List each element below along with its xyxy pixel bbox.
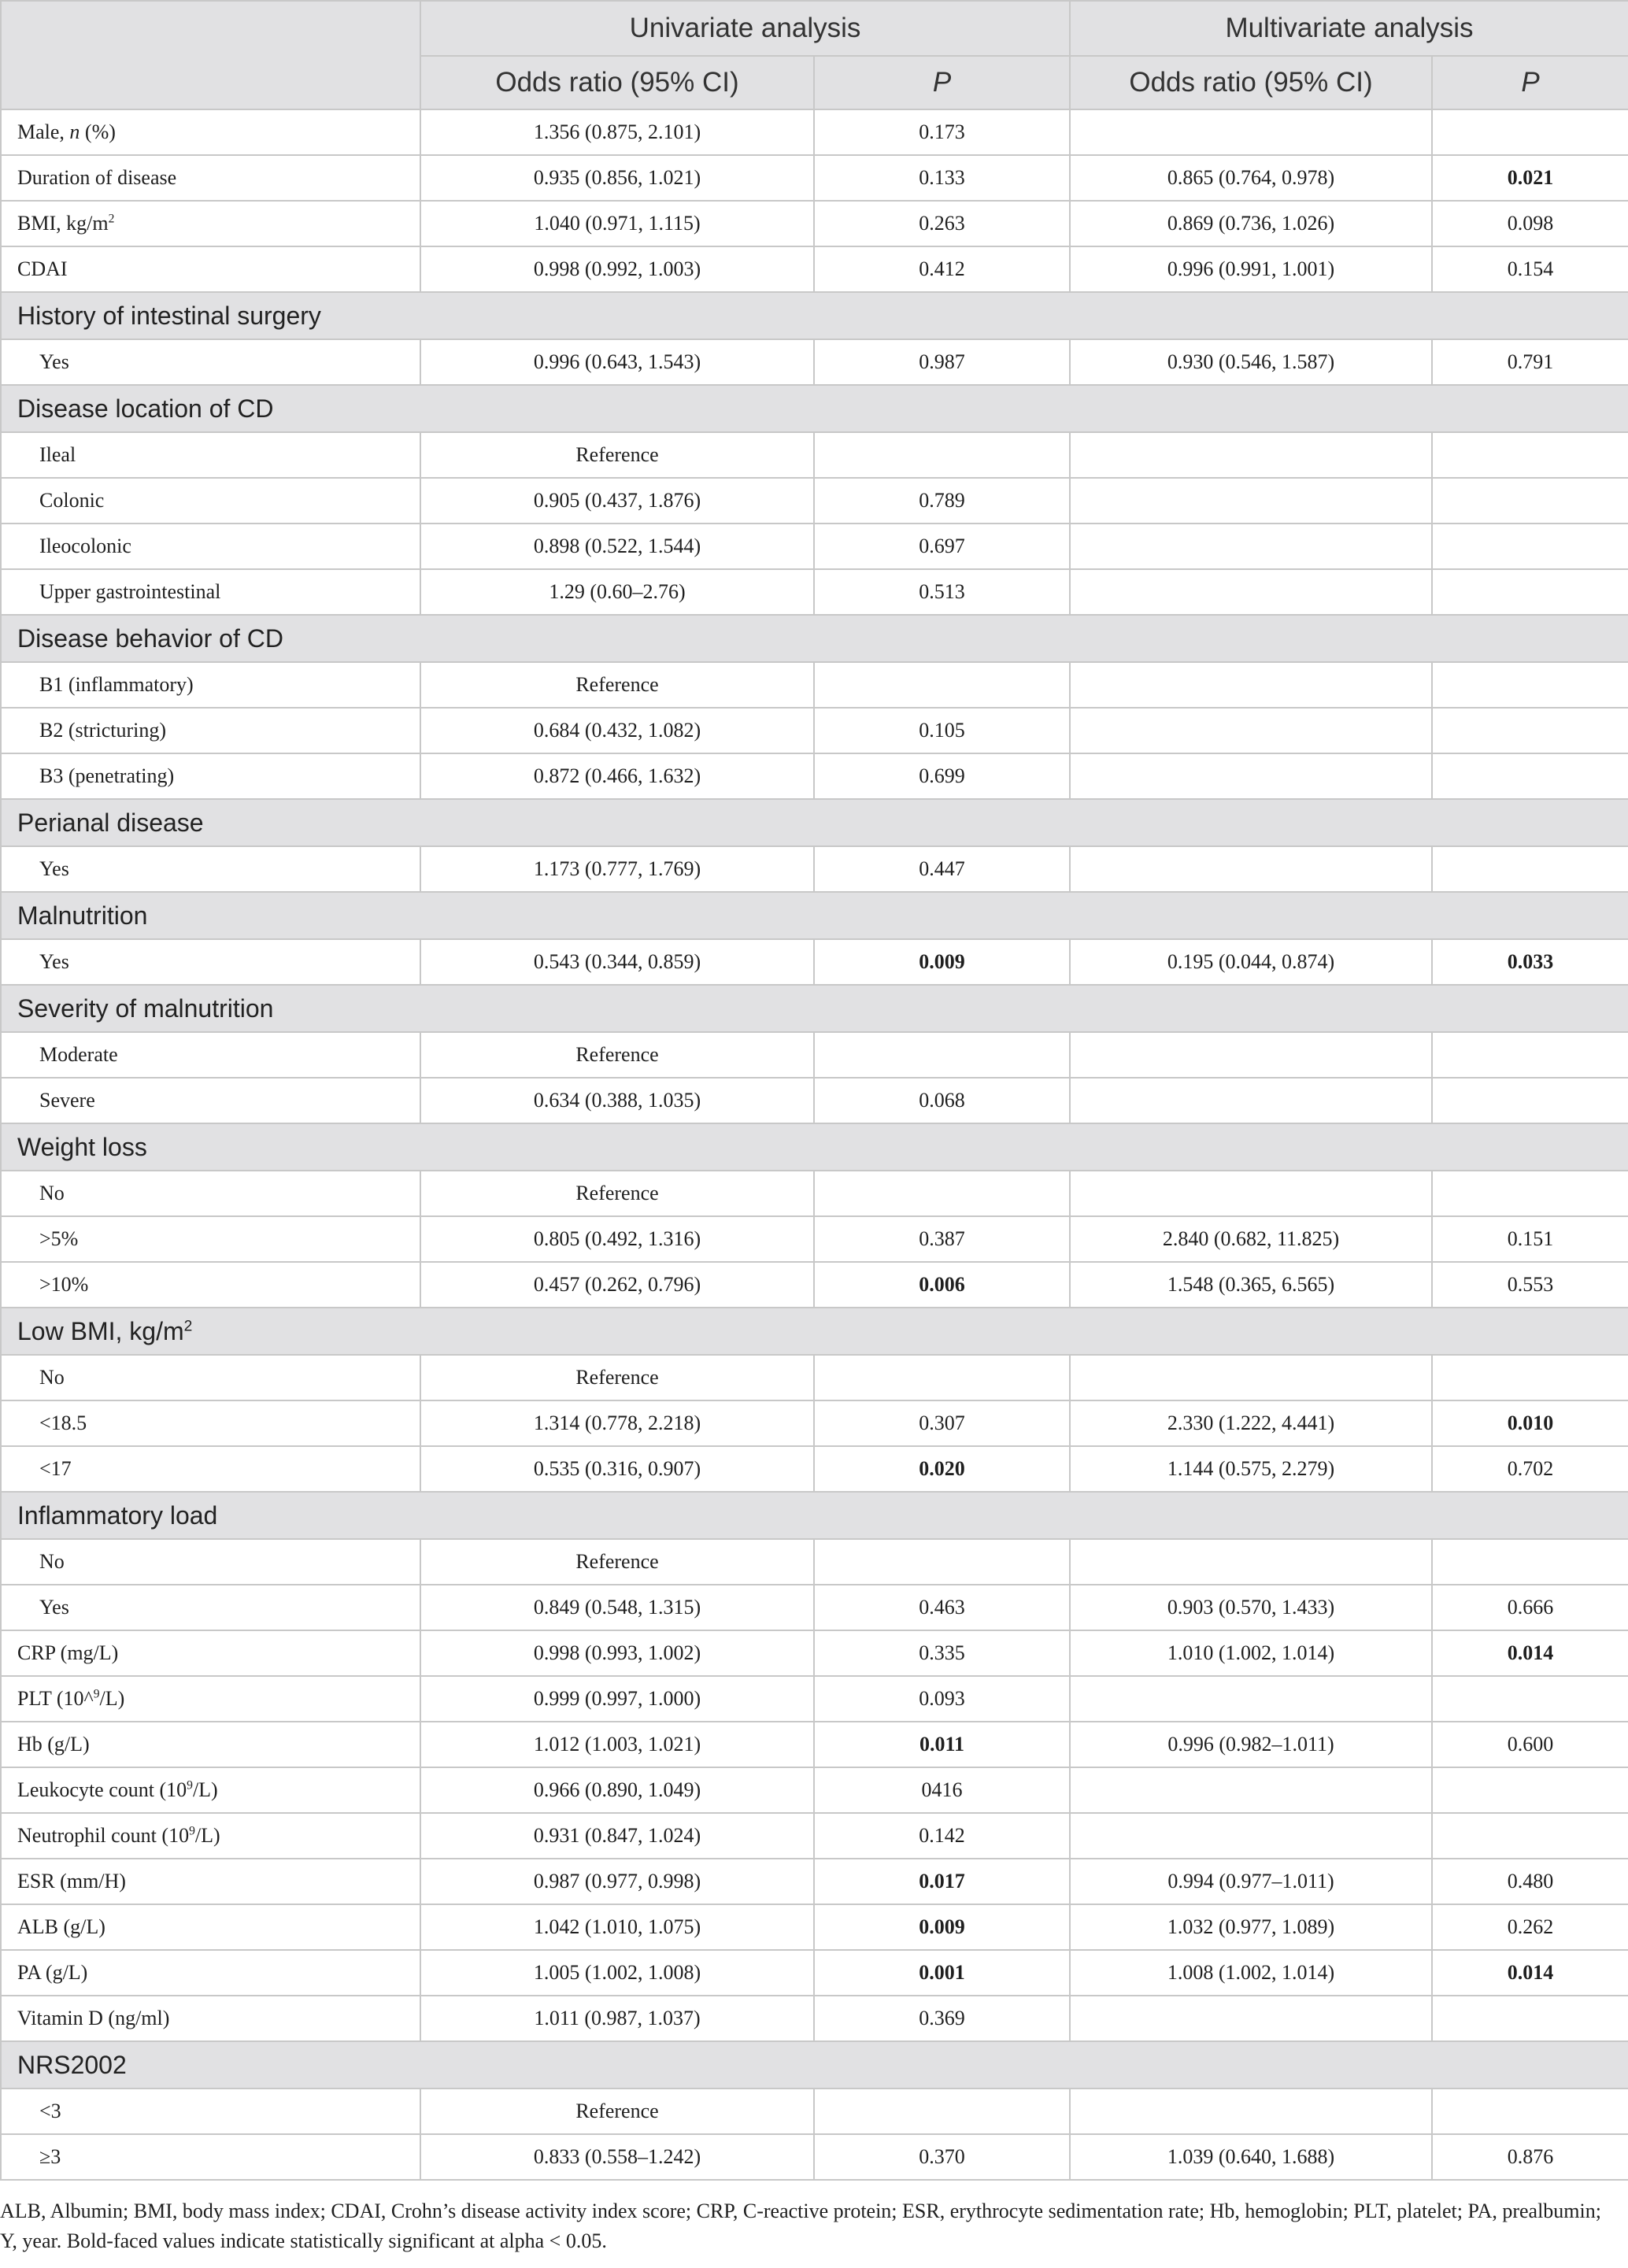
variable-label [1, 1630, 420, 1676]
variable-label [1, 1859, 420, 1904]
multivariate-p-cell [1432, 524, 1628, 569]
univariate-p-cell: 0.011 [814, 1722, 1070, 1767]
multivariate-or-cell [1070, 1078, 1432, 1123]
univariate-or-cell: 0.457 (0.262, 0.796) [420, 1262, 814, 1308]
univariate-or-cell: 1.314 (0.778, 2.218) [420, 1400, 814, 1446]
univariate-p-cell: 0.173 [814, 109, 1070, 155]
multivariate-p-cell [1432, 1813, 1628, 1859]
univariate-p-cell: 0.009 [814, 1904, 1070, 1950]
variable-label-text: Yes [39, 857, 69, 880]
variable-label-text: ≥3 [39, 2145, 61, 2168]
group-header-row [1, 385, 1628, 432]
group-label-text: Low BMI, kg/m [17, 1316, 184, 1345]
univariate-p-cell: 0.001 [814, 1950, 1070, 1996]
variable-label-text: Vitamin D (ng/ml) [17, 2007, 170, 2029]
variable-label [1, 1904, 420, 1950]
univariate-p-cell: 0416 [814, 1767, 1070, 1813]
univariate-or-cell: 0.935 (0.856, 1.021) [420, 155, 814, 201]
multivariate-or-cell [1070, 1171, 1432, 1216]
header-uni-p: P [814, 56, 1070, 109]
table-row [1, 939, 1628, 985]
multivariate-or-cell: 0.996 (0.991, 1.001) [1070, 246, 1432, 292]
variable-label-text: Upper gastrointestinal [39, 580, 221, 603]
variable-label [1, 662, 420, 708]
table-row [1, 109, 1628, 155]
variable-label [1, 1585, 420, 1630]
multivariate-p-cell: 0.666 [1432, 1585, 1628, 1630]
table-row [1, 569, 1628, 615]
multivariate-p-cell: 0.010 [1432, 1400, 1628, 1446]
variable-label-text: Leukocyte count (10 [17, 1778, 187, 1801]
superscript: 9 [189, 1824, 195, 1838]
table-row [1, 246, 1628, 292]
table-row [1, 1630, 1628, 1676]
table-row [1, 1950, 1628, 1996]
variable-label-text: Hb (g/L) [17, 1733, 90, 1756]
variable-label-text: Colonic [39, 489, 105, 512]
univariate-or-cell: 0.996 (0.643, 1.543) [420, 339, 814, 385]
table-row [1, 662, 1628, 708]
table-row [1, 155, 1628, 201]
group-label-text: Inflammatory load [17, 1500, 218, 1530]
multivariate-p-cell [1432, 109, 1628, 155]
multivariate-or-cell [1070, 1539, 1432, 1585]
multivariate-or-cell [1070, 1355, 1432, 1400]
superscript: 9 [187, 1778, 193, 1793]
univariate-p-cell: 0.513 [814, 569, 1070, 615]
univariate-or-cell: 0.684 (0.432, 1.082) [420, 708, 814, 753]
multivariate-or-cell: 0.865 (0.764, 0.978) [1070, 155, 1432, 201]
table-row [1, 339, 1628, 385]
univariate-or-cell: 1.042 (1.010, 1.075) [420, 1904, 814, 1950]
univariate-or-cell: 0.931 (0.847, 1.024) [420, 1813, 814, 1859]
variable-label [1, 524, 420, 569]
table-row [1, 1032, 1628, 1078]
univariate-p-cell: 0.093 [814, 1676, 1070, 1722]
multivariate-or-cell: 2.840 (0.682, 11.825) [1070, 1216, 1432, 1262]
univariate-p-cell: 0.370 [814, 2134, 1070, 2180]
univariate-p-cell: 0.463 [814, 1585, 1070, 1630]
variable-label-tail: /L) [192, 1778, 218, 1801]
group-label [1, 2041, 1628, 2089]
group-header-row [1, 892, 1628, 939]
multivariate-or-cell [1070, 109, 1432, 155]
table-row [1, 1446, 1628, 1492]
table-row [1, 524, 1628, 569]
group-label [1, 615, 1628, 662]
multivariate-p-cell [1432, 1171, 1628, 1216]
multivariate-p-cell: 0.876 [1432, 2134, 1628, 2180]
table-footnote: ALB, Albumin; BMI, body mass index; CDAI, Crohn’s disease activity index score; CRP, C-reactive protein; ESR, erythrocyte sedimentation rate; Hb, hemoglobin; PLT, platelet; PA, prealbumin; Y, year. Bold-faced values indicate statistically significant at alpha < 0.05. [0, 2200, 1601, 2252]
group-label-text: NRS2002 [17, 2050, 127, 2079]
header-multi-or: Odds ratio (95% CI) [1070, 56, 1432, 109]
multivariate-or-cell: 1.144 (0.575, 2.279) [1070, 1446, 1432, 1492]
table-row [1, 432, 1628, 478]
table-row [1, 846, 1628, 892]
univariate-p-cell: 0.020 [814, 1446, 1070, 1492]
multivariate-p-cell [1432, 1996, 1628, 2041]
group-label [1, 985, 1628, 1032]
table-row [1, 1996, 1628, 2041]
variable-label-text: Male, [17, 120, 70, 143]
variable-label [1, 2089, 420, 2134]
table-row [1, 753, 1628, 799]
multivariate-p-cell: 0.021 [1432, 155, 1628, 201]
variable-label-text: Yes [39, 1596, 69, 1619]
table-row [1, 1216, 1628, 1262]
variable-label [1, 246, 420, 292]
multivariate-p-cell: 0.098 [1432, 201, 1628, 246]
group-label-text: Disease behavior of CD [17, 623, 283, 653]
multivariate-p-cell [1432, 753, 1628, 799]
table-row [1, 1400, 1628, 1446]
multivariate-p-cell: 0.553 [1432, 1262, 1628, 1308]
variable-label-text: <3 [39, 2100, 61, 2122]
variable-label-text: PA (g/L) [17, 1961, 88, 1984]
univariate-p-cell: 0.697 [814, 524, 1070, 569]
univariate-p-cell: 0.447 [814, 846, 1070, 892]
variable-label-text: B2 (stricturing) [39, 719, 167, 742]
univariate-p-cell [814, 2089, 1070, 2134]
variable-label [1, 1996, 420, 2041]
table-row [1, 1859, 1628, 1904]
variable-label [1, 1078, 420, 1123]
univariate-or-cell: 1.173 (0.777, 1.769) [420, 846, 814, 892]
variable-label-text: CDAI [17, 257, 68, 280]
variable-label [1, 432, 420, 478]
group-label-text: Disease location of CD [17, 394, 274, 423]
univariate-p-cell: 0.133 [814, 155, 1070, 201]
multivariate-or-cell [1070, 1996, 1432, 2041]
variable-label [1, 1676, 420, 1722]
header-multi-p: P [1432, 56, 1628, 109]
multivariate-or-cell: 1.032 (0.977, 1.089) [1070, 1904, 1432, 1950]
multivariate-p-cell: 0.014 [1432, 1950, 1628, 1996]
univariate-or-cell: 1.011 (0.987, 1.037) [420, 1996, 814, 2041]
variable-label-text: B3 (penetrating) [39, 764, 175, 787]
multivariate-p-cell: 0.154 [1432, 246, 1628, 292]
multivariate-or-cell [1070, 1032, 1432, 1078]
univariate-or-cell: 0.535 (0.316, 0.907) [420, 1446, 814, 1492]
univariate-or-cell: Reference [420, 2089, 814, 2134]
univariate-or-cell: 0.543 (0.344, 0.859) [420, 939, 814, 985]
variable-label-text: BMI, kg/m [17, 212, 109, 235]
variable-label-italic: n [69, 120, 80, 143]
univariate-or-cell: 0.898 (0.522, 1.544) [420, 524, 814, 569]
table-row [1, 2089, 1628, 2134]
multivariate-p-cell [1432, 662, 1628, 708]
table-row [1, 1355, 1628, 1400]
variable-label [1, 201, 420, 246]
group-header-row [1, 799, 1628, 846]
univariate-or-cell: Reference [420, 1032, 814, 1078]
table-row [1, 1813, 1628, 1859]
table-row [1, 1539, 1628, 1585]
multivariate-p-cell [1432, 1767, 1628, 1813]
univariate-or-cell: 0.849 (0.548, 1.315) [420, 1585, 814, 1630]
table-row [1, 1078, 1628, 1123]
univariate-or-cell: 0.998 (0.992, 1.003) [420, 246, 814, 292]
univariate-p-cell: 0.699 [814, 753, 1070, 799]
multivariate-p-cell: 0.151 [1432, 1216, 1628, 1262]
multivariate-p-cell [1432, 846, 1628, 892]
multivariate-or-cell [1070, 1813, 1432, 1859]
variable-label-text: No [39, 1550, 65, 1573]
variable-label-text: ALB (g/L) [17, 1915, 105, 1938]
multivariate-p-cell: 0.033 [1432, 939, 1628, 985]
univariate-p-cell [814, 662, 1070, 708]
univariate-p-cell [814, 1032, 1070, 1078]
group-label [1, 292, 1628, 339]
superscript: 2 [183, 1317, 193, 1334]
variable-label [1, 1171, 420, 1216]
group-label-text: Malnutrition [17, 901, 148, 930]
variable-label [1, 1032, 420, 1078]
table-row [1, 1767, 1628, 1813]
variable-label-text: <17 [39, 1457, 72, 1480]
univariate-or-cell: 0.998 (0.993, 1.002) [420, 1630, 814, 1676]
table-header [1, 1, 1628, 109]
multivariate-or-cell: 0.994 (0.977–1.011) [1070, 1859, 1432, 1904]
univariate-or-cell: 0.634 (0.388, 1.035) [420, 1078, 814, 1123]
table-row [1, 1904, 1628, 1950]
variable-label-text: Yes [39, 350, 69, 373]
superscript: 9 [93, 1687, 100, 1701]
variable-label-text: Yes [39, 950, 69, 973]
multivariate-or-cell [1070, 753, 1432, 799]
variable-label [1, 569, 420, 615]
table-row [1, 201, 1628, 246]
univariate-or-cell: 1.356 (0.875, 2.101) [420, 109, 814, 155]
univariate-or-cell: 1.005 (1.002, 1.008) [420, 1950, 814, 1996]
multivariate-or-cell [1070, 708, 1432, 753]
univariate-p-cell: 0.307 [814, 1400, 1070, 1446]
univariate-or-cell: Reference [420, 1539, 814, 1585]
multivariate-p-cell: 0.791 [1432, 339, 1628, 385]
superscript: 2 [108, 212, 115, 226]
group-label-text: Weight loss [17, 1132, 147, 1161]
variable-label [1, 753, 420, 799]
table-row [1, 708, 1628, 753]
variable-label-tail: (%) [80, 120, 116, 143]
variable-label-text: Severe [39, 1089, 95, 1112]
variable-label [1, 939, 420, 985]
univariate-or-cell: Reference [420, 1171, 814, 1216]
univariate-p-cell [814, 1355, 1070, 1400]
variable-label [1, 846, 420, 892]
univariate-or-cell: 0.999 (0.997, 1.000) [420, 1676, 814, 1722]
univariate-p-cell: 0.387 [814, 1216, 1070, 1262]
multivariate-or-cell [1070, 569, 1432, 615]
group-header-row [1, 292, 1628, 339]
multivariate-or-cell: 0.903 (0.570, 1.433) [1070, 1585, 1432, 1630]
variable-label-text: Neutrophil count (10 [17, 1824, 190, 1847]
multivariate-or-cell: 0.996 (0.982–1.011) [1070, 1722, 1432, 1767]
univariate-p-cell [814, 1171, 1070, 1216]
group-label [1, 1308, 1628, 1355]
univariate-or-cell: 1.012 (1.003, 1.021) [420, 1722, 814, 1767]
univariate-p-cell: 0.369 [814, 1996, 1070, 2041]
multivariate-p-cell: 0.702 [1432, 1446, 1628, 1492]
header-multivariate: Multivariate analysis [1070, 1, 1628, 56]
header-blank-cell [1, 1, 420, 109]
multivariate-p-cell [1432, 1676, 1628, 1722]
multivariate-p-cell: 0.262 [1432, 1904, 1628, 1950]
table-row [1, 1722, 1628, 1767]
univariate-p-cell: 0.987 [814, 339, 1070, 385]
multivariate-p-cell: 0.014 [1432, 1630, 1628, 1676]
group-label [1, 799, 1628, 846]
group-header-row [1, 2041, 1628, 2089]
variable-label-tail: /L) [194, 1824, 220, 1847]
variable-label [1, 1216, 420, 1262]
multivariate-p-cell [1432, 569, 1628, 615]
table-row [1, 1676, 1628, 1722]
variable-label [1, 1950, 420, 1996]
group-label [1, 1123, 1628, 1171]
univariate-or-cell: 1.040 (0.971, 1.115) [420, 201, 814, 246]
variable-label-text: B1 (inflammatory) [39, 673, 194, 696]
multivariate-p-cell: 0.480 [1432, 1859, 1628, 1904]
group-header-row [1, 1123, 1628, 1171]
multivariate-p-cell [1432, 478, 1628, 524]
variable-label [1, 109, 420, 155]
univariate-p-cell: 0.009 [814, 939, 1070, 985]
univariate-p-cell: 0.017 [814, 1859, 1070, 1904]
header-univariate: Univariate analysis [420, 1, 1070, 56]
variable-label [1, 1767, 420, 1813]
univariate-or-cell: 0.872 (0.466, 1.632) [420, 753, 814, 799]
multivariate-or-cell: 0.930 (0.546, 1.587) [1070, 339, 1432, 385]
univariate-or-cell: 0.805 (0.492, 1.316) [420, 1216, 814, 1262]
univariate-p-cell: 0.105 [814, 708, 1070, 753]
group-label-text: Severity of malnutrition [17, 993, 274, 1023]
group-label-text: Perianal disease [17, 808, 204, 837]
variable-label [1, 1355, 420, 1400]
group-header-row [1, 1308, 1628, 1355]
table-row [1, 1262, 1628, 1308]
variable-label-text: CRP (mg/L) [17, 1641, 119, 1664]
multivariate-or-cell [1070, 1676, 1432, 1722]
variable-label-text: Ileal [39, 443, 76, 466]
variable-label [1, 1813, 420, 1859]
multivariate-or-cell [1070, 2089, 1432, 2134]
multivariate-or-cell: 1.548 (0.365, 6.565) [1070, 1262, 1432, 1308]
multivariate-p-cell [1432, 708, 1628, 753]
variable-label [1, 1446, 420, 1492]
univariate-or-cell: 0.987 (0.977, 0.998) [420, 1859, 814, 1904]
multivariate-or-cell [1070, 432, 1432, 478]
univariate-or-cell: 1.29 (0.60–2.76) [420, 569, 814, 615]
variable-label-text: Moderate [39, 1043, 118, 1066]
variable-label-text: >10% [39, 1273, 89, 1296]
multivariate-p-cell [1432, 1032, 1628, 1078]
group-label [1, 892, 1628, 939]
univariate-or-cell: Reference [420, 432, 814, 478]
multivariate-or-cell [1070, 524, 1432, 569]
multivariate-p-cell [1432, 1355, 1628, 1400]
variable-label-text: >5% [39, 1227, 79, 1250]
multivariate-or-cell [1070, 662, 1432, 708]
variable-label [1, 708, 420, 753]
variable-label [1, 2134, 420, 2180]
table-body [1, 109, 1628, 2180]
variable-label [1, 1400, 420, 1446]
variable-label [1, 155, 420, 201]
univariate-or-cell: 0.905 (0.437, 1.876) [420, 478, 814, 524]
multivariate-p-cell [1432, 2089, 1628, 2134]
univariate-p-cell: 0.263 [814, 201, 1070, 246]
variable-label-text: Ileocolonic [39, 535, 131, 557]
variable-label-text: Duration of disease [17, 166, 177, 189]
multivariate-or-cell: 1.039 (0.640, 1.688) [1070, 2134, 1432, 2180]
group-label [1, 1492, 1628, 1539]
univariate-p-cell: 0.789 [814, 478, 1070, 524]
multivariate-or-cell: 1.010 (1.002, 1.014) [1070, 1630, 1432, 1676]
multivariate-or-cell [1070, 478, 1432, 524]
univariate-or-cell: Reference [420, 1355, 814, 1400]
variable-label [1, 1262, 420, 1308]
multivariate-or-cell: 0.869 (0.736, 1.026) [1070, 201, 1432, 246]
univariate-or-cell: 0.966 (0.890, 1.049) [420, 1767, 814, 1813]
multivariate-or-cell: 2.330 (1.222, 4.441) [1070, 1400, 1432, 1446]
univariate-p-cell: 0.068 [814, 1078, 1070, 1123]
univariate-p-cell: 0.412 [814, 246, 1070, 292]
variable-label-text: No [39, 1366, 65, 1389]
variable-label-text: PLT (10^ [17, 1687, 94, 1710]
multivariate-or-cell: 0.195 (0.044, 0.874) [1070, 939, 1432, 985]
multivariate-p-cell [1432, 1078, 1628, 1123]
univariate-p-cell [814, 1539, 1070, 1585]
group-label [1, 385, 1628, 432]
univariate-p-cell: 0.335 [814, 1630, 1070, 1676]
multivariate-or-cell: 1.008 (1.002, 1.014) [1070, 1950, 1432, 1996]
table-row [1, 1585, 1628, 1630]
variable-label [1, 339, 420, 385]
group-label-text: History of intestinal surgery [17, 301, 321, 330]
variable-label-text: ESR (mm/H) [17, 1870, 126, 1892]
table-row [1, 2134, 1628, 2180]
table-row [1, 478, 1628, 524]
multivariate-or-cell [1070, 846, 1432, 892]
header-uni-or: Odds ratio (95% CI) [420, 56, 814, 109]
group-header-row [1, 985, 1628, 1032]
univariate-p-cell: 0.006 [814, 1262, 1070, 1308]
univariate-p-cell [814, 432, 1070, 478]
multivariate-or-cell [1070, 1767, 1432, 1813]
multivariate-p-cell: 0.600 [1432, 1722, 1628, 1767]
group-header-row [1, 615, 1628, 662]
variable-label [1, 1539, 420, 1585]
univariate-p-cell: 0.142 [814, 1813, 1070, 1859]
multivariate-p-cell [1432, 1539, 1628, 1585]
univariate-or-cell: Reference [420, 662, 814, 708]
variable-label [1, 1722, 420, 1767]
variable-label [1, 478, 420, 524]
variable-label-tail: /L) [99, 1687, 125, 1710]
variable-label-text: No [39, 1182, 65, 1204]
group-header-row [1, 1492, 1628, 1539]
univariate-or-cell: 0.833 (0.558–1.242) [420, 2134, 814, 2180]
variable-label-text: <18.5 [39, 1411, 87, 1434]
table-row [1, 1171, 1628, 1216]
multivariate-p-cell [1432, 432, 1628, 478]
